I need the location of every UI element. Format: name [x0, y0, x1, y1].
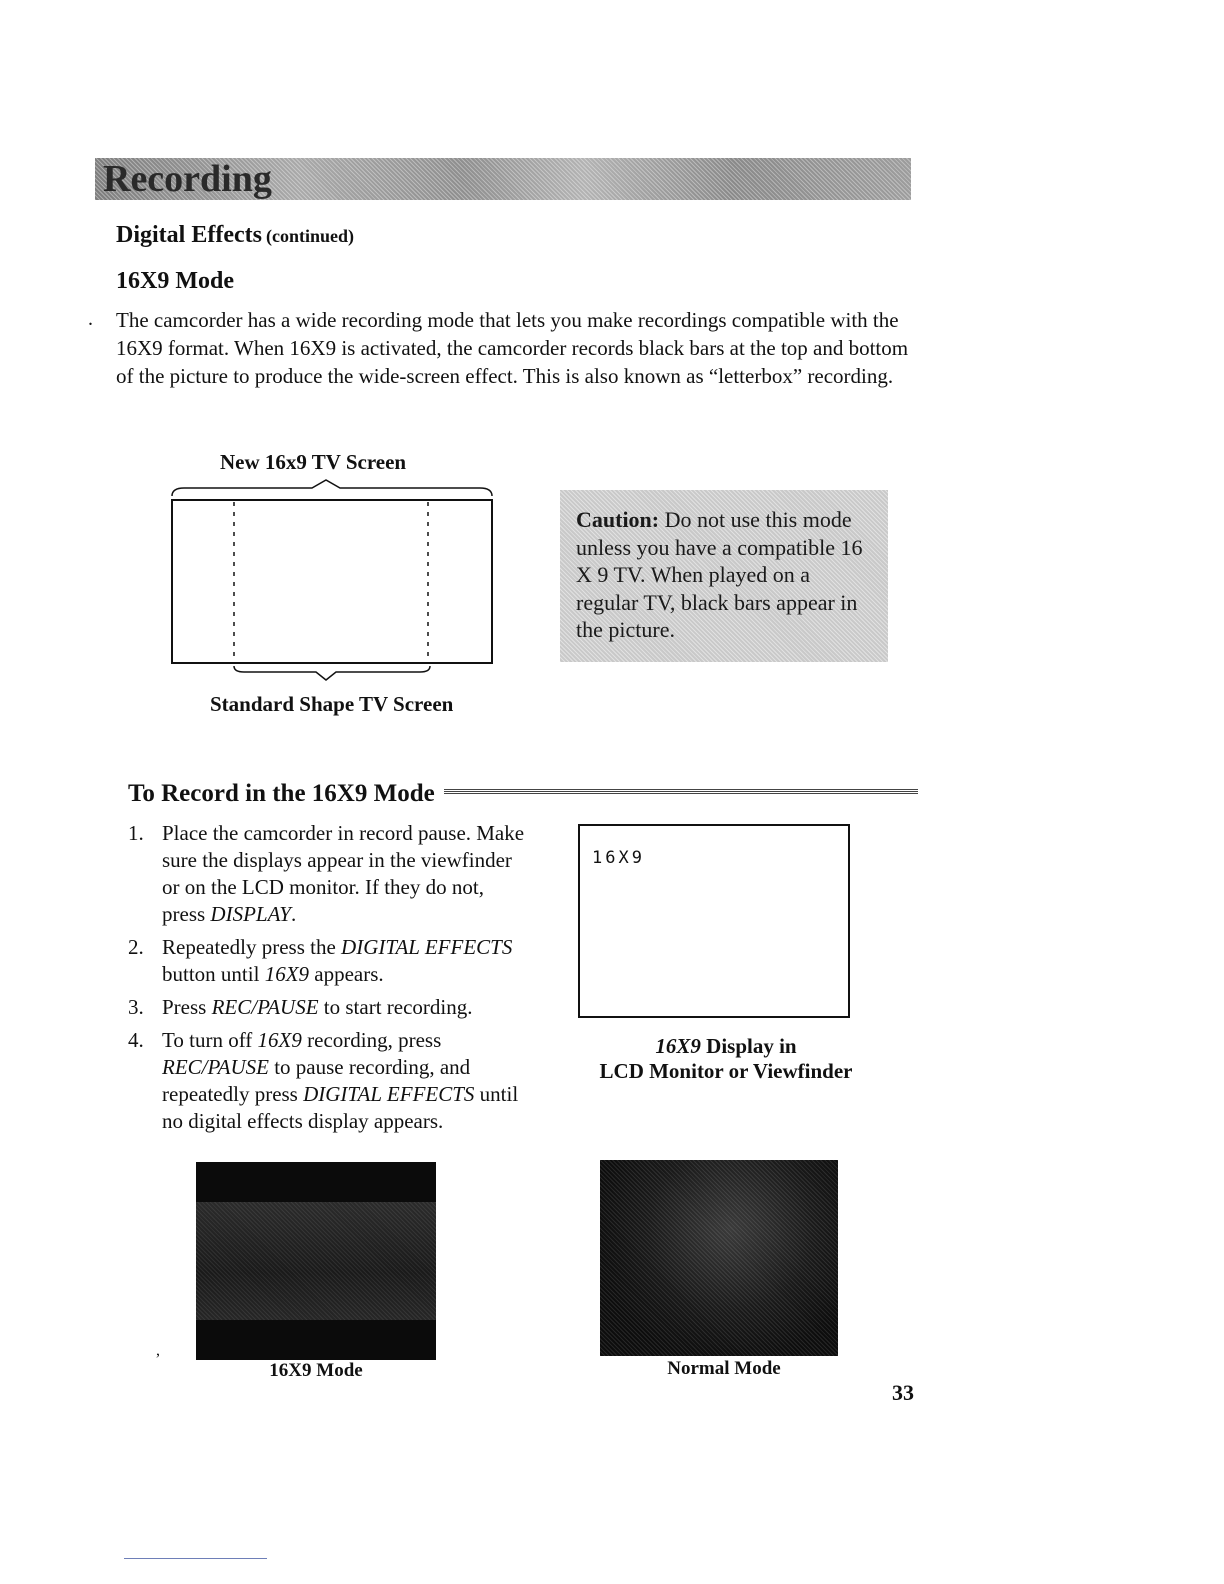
caution-message: Do not use this mode unless you have a compatible 16 X 9 TV. When played on a regular TV, black bars appear in the picture. [576, 507, 863, 642]
tv-screen-diagram [166, 478, 498, 688]
photo-normal-mode [600, 1160, 838, 1356]
step-control-name: DISPLAY [210, 902, 291, 926]
section-title-suffix: (continued) [265, 226, 354, 246]
step-text: Press [162, 995, 212, 1019]
step-text: . [290, 902, 297, 926]
display-caption-line1 [578, 1034, 874, 1059]
procedure-heading: To Record in the 16X9 Mode [128, 780, 435, 807]
step-text: Repeatedly press the [162, 935, 342, 959]
step-text: to start recording. [318, 995, 473, 1019]
display-caption-rest: Display in [700, 1034, 797, 1058]
section-header-banner [95, 158, 911, 200]
step-number: 4. [128, 1028, 144, 1052]
wide-screen-outline [172, 500, 492, 663]
procedure-steps [128, 820, 528, 1141]
diagram-bottom-label: Standard Shape TV Screen [210, 692, 454, 716]
caution-box [560, 490, 888, 662]
section-header-title: Recording [103, 158, 272, 200]
page-number: 33 [892, 1380, 914, 1405]
procedure-step [128, 994, 528, 1021]
margin-mark-2: , [156, 1342, 160, 1359]
step-control-name: DIGITAL EFFECTS [303, 1082, 475, 1106]
diagram-top-label: New 16x9 TV Screen [220, 450, 407, 474]
wide-screen-brace [172, 480, 492, 496]
caution-label: Caution: [576, 507, 660, 532]
step-control-name: REC/PAUSE [211, 995, 319, 1019]
step-text: recording, press [301, 1028, 442, 1052]
step-control-name: REC/PAUSE [162, 1055, 269, 1079]
step-text: appears. [309, 962, 384, 986]
step-control-name: DIGITAL EFFECTS [341, 935, 513, 959]
step-number: 3. [128, 995, 144, 1019]
step-text: to pause recording, and repeatedly press [162, 1055, 471, 1106]
heading-rule [444, 788, 918, 794]
photo-16x9-mode [196, 1162, 436, 1360]
lcd-display-example [578, 824, 850, 1018]
footer-line [124, 1558, 267, 1559]
step-text: until no digital effects display appears. [162, 1082, 519, 1133]
section-title [116, 222, 354, 249]
photo-16x9-caption: 16X9 Mode [269, 1360, 363, 1381]
step-number: 1. [128, 821, 144, 845]
standard-screen-brace [234, 666, 430, 680]
step-control-name: 16X9 [264, 962, 310, 986]
step-control-name: 16X9 [257, 1028, 302, 1052]
procedure-step [128, 1027, 528, 1135]
display-caption [578, 1034, 874, 1084]
step-text: Place the camcorder in record pause. Make sure the displays appear in the viewfinder or on the LCD monitor. If they do not, press [162, 821, 525, 926]
lcd-display-text: 16X9 [592, 848, 645, 868]
caution-text-block [576, 506, 876, 644]
photo-16x9-picture-area [196, 1202, 436, 1320]
intro-paragraph: The camcorder has a wide recording mode that lets you make recordings compatible with the 16X9 format. When 16X9 is activated, the camcorder records black bars at the top and bottom of the picture to produce the wide-screen effect. This is also known as “letterbox” recording. [116, 308, 909, 388]
step-number: 2. [128, 935, 144, 959]
subsection-title: 16X9 Mode [116, 268, 234, 294]
procedure-step [128, 820, 528, 928]
section-title-text: Digital Effects [116, 222, 262, 248]
step-text: To turn off [162, 1028, 258, 1052]
photo-normal-caption: Normal Mode [667, 1358, 781, 1379]
margin-mark: . [88, 308, 93, 330]
display-caption-line2: LCD Monitor or Viewfinder [599, 1059, 853, 1083]
step-text: button until [162, 962, 265, 986]
display-caption-italic: 16X9 [655, 1034, 701, 1058]
procedure-step [128, 934, 528, 988]
